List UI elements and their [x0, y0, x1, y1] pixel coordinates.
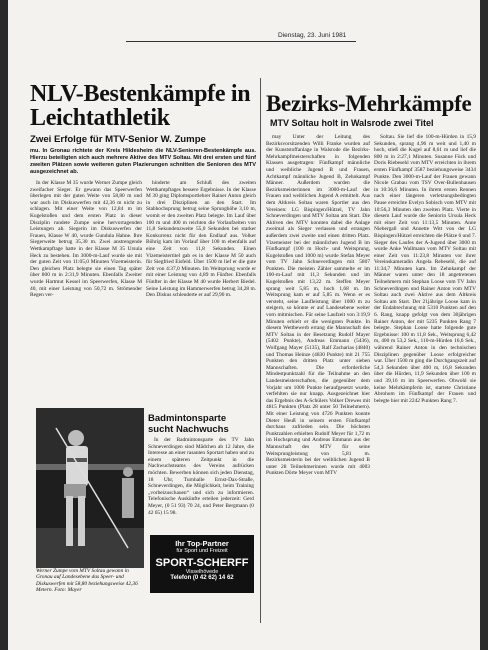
left-col1-text: In der Klasse M 35 wurde Werner Zumpe gleich zweifacher Sieger. Er gewann das Speerwerfen überlegen mit der guten Weite von 58,80 m und war auch im Diskuswerfen mit 42,36 m nicht zu schlagen. Mit einer Weite von 12,84 m im Kugelstoßen und dem ersten Platz in dieser Disziplin rundete Zumpe seine hervorragenden Leistungen ab. Siegerin im Diskuswerfen der Frauen, Klasse W 40, wurde Gundula Hahne. Ihre Siegerweite betrug 35,30 m. Zwei anstrengende Wettkampftage hatte in der Klasse M 35 Ursula Heck zu bestehen. Im 3000-m-Lauf wurde sie mit der guten Zeit von 11:05,0 Minuten Vizemeisterin. Den gleichen Platz belegte sie einen Tag später über 800 m in 2:31,9 Minuten. Ebenfalls Zweiter wurde Hartmut Kessel im Speerwerfen, Klasse M 40, mit einer Leistung von 50,72 m. Strömender Regen ver- [30, 180, 142, 299]
badminton-subhead: Badmintonsparte sucht Nachwuchs [148, 413, 229, 435]
right-headline: Bezirks-Mehrkämpfe [266, 91, 472, 116]
ad-brand: SPORT-SCHERFF [155, 557, 249, 569]
left-lead: mu. In Gronau richtete der Kreis Hildesheim die NLV-Senioren-Bestenkämpfe aus. Hierzu beteiligten sich auch mehrere Aktive des MTV Soltau. Mit drei ersten und fünf zweiten Plätzen sowie weiteren guten Plazierungen schnitten die Senioren des MTV ausgezeichnet ab. [30, 148, 256, 175]
badminton-text: In der Badmintonsparte des TV Jahn Schneverdingen sind Mädchen ab 12 Jahre, die Interesse an einer rasanten Sportart haben und zu einem späteren Zeitpunkt in die Nachwuchsteams des Vereins aufrücken möchten. Bewerben können sich jeden Dienstag, 18 Uhr, Turnhalle Ernst-Dax-Straße, Schneverdingen, die Möglichkeit, beim Training „vorbeizuschauen“ und sich zu informieren. Telefonische Auskünfte erteilen jederzeit: Gerd Meyer, (0 51 93) 70 24, und Peter Bergmann (0 42 65) 15 98. [148, 437, 254, 516]
photo-caption: Werner Zumpe vom MTV Soltau gewann in Gronau auf Landesebene das Speer- und Diskuswerfen mit 58,80 beziehungsweise 42,36 Metern. Foto: Mayer [36, 568, 138, 594]
right-col1-text: may Unter der Leitung des Bezirksvorsitzenden Willi Franke wurden auf der Kunststoffanlage in Walsrode die Bezirks-Mehrkampfmeisterschaften in folgenden Klassen ausgetragen: Fünfkampf männliche und weibliche Jugend B und Frauen, Achtkampf männliche Jugend B, Zehnkampf Männer. Außerdem wurden die Bezirksmeisterinnen im 3000-m-Lauf der Frauen und weiblichen Jugend A ermittelt. Aus dem Altkreis Soltau waren Sportler aus den Vereinen: LG Bispingen/Hützel, TV Jahn Schneverdingen und MTV Soltau am Start. Die Aktiven des MTV konnten dabei die Anlage zweimal als Sieger verlassen und errangen außerdem zwei zweite und einen dritten Platz. Vizemeister bei der männlichen Jugend B im Fünfkampf (100 m Hoch- und Weitsprung, Kugelstoßen und 1000 m) wurde Stefan Meyer vom TV Jahn Schneverdingen mit 5807 Punkten. Die meisten Zähler sammelte er im 100-m-Lauf mit 11,3 Sekunden und im Kugelstoßen mit 13,22 m. Steffen Meyer sprang weit 5,85 m, hoch 1,68 m. Im Weitsprung kam er auf 5,85 m. Wenn er es versteht, seine Laufleistung über 1000 m zu steigern, so könnte er auf Landesebene weiter vorn mitmischen. Für seine Laufzeit von 3:19,9 Minuten erhielt er die wenigsten Punkte. In diesem Wettbewerb errang die Mannschaft des MTV Soltau in der Besetzung Rudolf Mayer (5402 Punkte), Andreas Emmann (5436), Wolfgang Mayer (5135), Ralf Zacharias (4840) und Thomas Heinze (4830 Punkte) mit 21 755 Punkten den dritten Platz unter sieben Mannschaften. Die erforderliche Mindestpunktzahl für die Teilnahme an den Landesmeisterschaften, die gegenüber dem Vorjahr um 1000 Punkte heraufgesetzt wurde, verfehlten sie nur knapp. Ausgezeichnet hier das Ergebnis des A-Schülers Volker Drewes mit 4815 Punkten (Platz 28 unter 50 Teilnehmern). Mit einer Leistung von 4726 Punkten konnte Dieter Heuß in seinem ersten Fünfkampf durchaus zufrieden sein. Die höchsten Punktzahlen erhielten Rudolf Meyer für 1,72 m im Hochsprung und Andreas Emmann aus der Mannschaft des MTV für seine Weitsprungleistung von 5,81 m. Bezirksmeisterin bei der weiblichen Jugend B unter 28 Teilnehmerinnen wurde mit 4003 Punkten Dörte Meyer vom MTV [266, 134, 370, 477]
athlete-photo [36, 408, 144, 568]
ad-line2: für Sport und Freizeit [176, 548, 228, 554]
page-date: Dienstag, 23. Juni 1981 [278, 32, 347, 39]
left-article-col1 [30, 180, 142, 404]
ad-phone: Telefon (0 42 62) 14 62 [170, 575, 234, 581]
column-divider [260, 78, 261, 623]
left-col2-text: hinderte am Schluß des zweiten Wettkampftages bessere Ergebnisse. In der Klasse M 30 ging Diplomsportlehrer Rainer Anton gleich in drei Disziplinen an den Start. Im Stabhochsprung betrug seine Sprunghöhe 3,10 m, womit er den zweiten Platz belegte. Im Lauf über 100 m und 400 m reichten die Vorlaufzeiten von 11,8 Sekundenzweite 55,0 Sekunden bei starker Konkurrenz nicht für den Endlauf aus. Volker Böhrig kam im Vorlauf über 100 m ebenfalls auf eine Zeit von 11,8 Sekunden. Einen Vizemeistertitel gab es in der Klasse M 50 auch für Siegfried Eisfeld. Über 1500 m lief er die gute Zeit von 4:37,0 Minuten. Im Weitsprung wurde er mit einer Leistung von 4,89 m Fünfter. Ebenfalls Fünfter in der Klasse M 40 wurde Herbert Biedel. Seine Leistung im Hammerwerfen betrug 34,28 m. Den Diskus schleuderte er auf 29,90 m. [146, 180, 256, 299]
right-article-col1 [266, 134, 370, 622]
left-article-col2 [146, 180, 256, 408]
newspaper-page [8, 0, 480, 650]
left-subheadline: Zwei Erfolge für MTV-Senior W. Zumpe [30, 134, 206, 145]
ad-town: Visselhövede [185, 569, 219, 575]
ad-line1: Ihr Top-Partner [175, 539, 229, 548]
right-col2-text: Soltau. Sie lief die 100-m-Hürden in 15,9 Sekunden, sprang 4,96 m weit und 1,40 m hoch, stieß die Kugel auf 8,61 m und lief die 800 m in 2:27,1 Minuten. Susanne Fück und Doris Riebesehl vom MTV erreichten in ihrem ersten Fünfkampf 3587 beziehungsweise 3434 Punkte. Den 3000-m-Lauf der Frauen gewann Nicole Grabau vom TSV Over-Bullenhausen in 10:36,6 Minuten. In ihrem ersten Rennen nach einer längeren verletzungsbedingten Pause erreichte Evelyn Sobisch vom MTV mit 10:56,3 Minuten den zweiten Platz. Vierte in diesem Lauf wurde die Seniorin Ursula Heck mit einer Zeit von 11:13,5 Minuten. Anne Niebergall und Annette Witt von der LG Bispingen/Hützel erreichten die Plätze 6 und 7. Sieger des Laufes der A-Jugend über 3000 m wurde Anke Wallmann vom MTV Soltau mit einer Zeit von 11:23,8 Minuten vor ihrer Vereinskameradin Angela Rebesehl, die auf 11:34,7 Minuten kam. Im Zehnkampf der Männer waren unter den 18 angetretenen Teilnehmern mit Stephan Loose vom TV Jahn Schneverdingen und Rainer Anton vom MTV Soltau auch zwei Aktive aus dem Altkreis Soltau am Start. Der 21jährige Loose kam in der Endabrechnung mit 5310 Punkten auf den 6. Rang, knapp gefolgt von dem 30jährigen Rainer Anton, der mit 5235 Punkten Rang 7 belegte. Stephan Loose hatte folgende gute Ergebnisse: 100 m 11,8 Sek., Weitsprung 6,42 m, 400 m 53,2 Sek., 110-m-Hürden 16,6 Sek., während Rainer Anton in den technischen Disziplinen gegenüber Loose erfolgreicher war. Über 1500 m ging die Durchgangszeit auf 54,3 Sekunden über 400 m, 16,8 Sekunden über die Hürden, 11,9 Sekunden über 100 m und 39,16 m im Speerwerfen. Obwohl sie keine Mehrkämpferin ist, startete Christiane Abrohom im Fünfkampf der Frauen und belegte hier mit 2242 Punkten Rang 7. [374, 134, 476, 404]
right-subheadline: MTV Soltau holt in Walsrode zwei Titel [270, 118, 434, 128]
header-rule [126, 41, 356, 42]
badminton-text-block [148, 437, 254, 533]
sport-scherff-ad [150, 535, 254, 593]
left-headline: NLV-Bestenkämpfe in Leichtathletik [30, 81, 251, 131]
right-article-col2 [374, 134, 476, 622]
athlete-photo-image [36, 408, 144, 568]
